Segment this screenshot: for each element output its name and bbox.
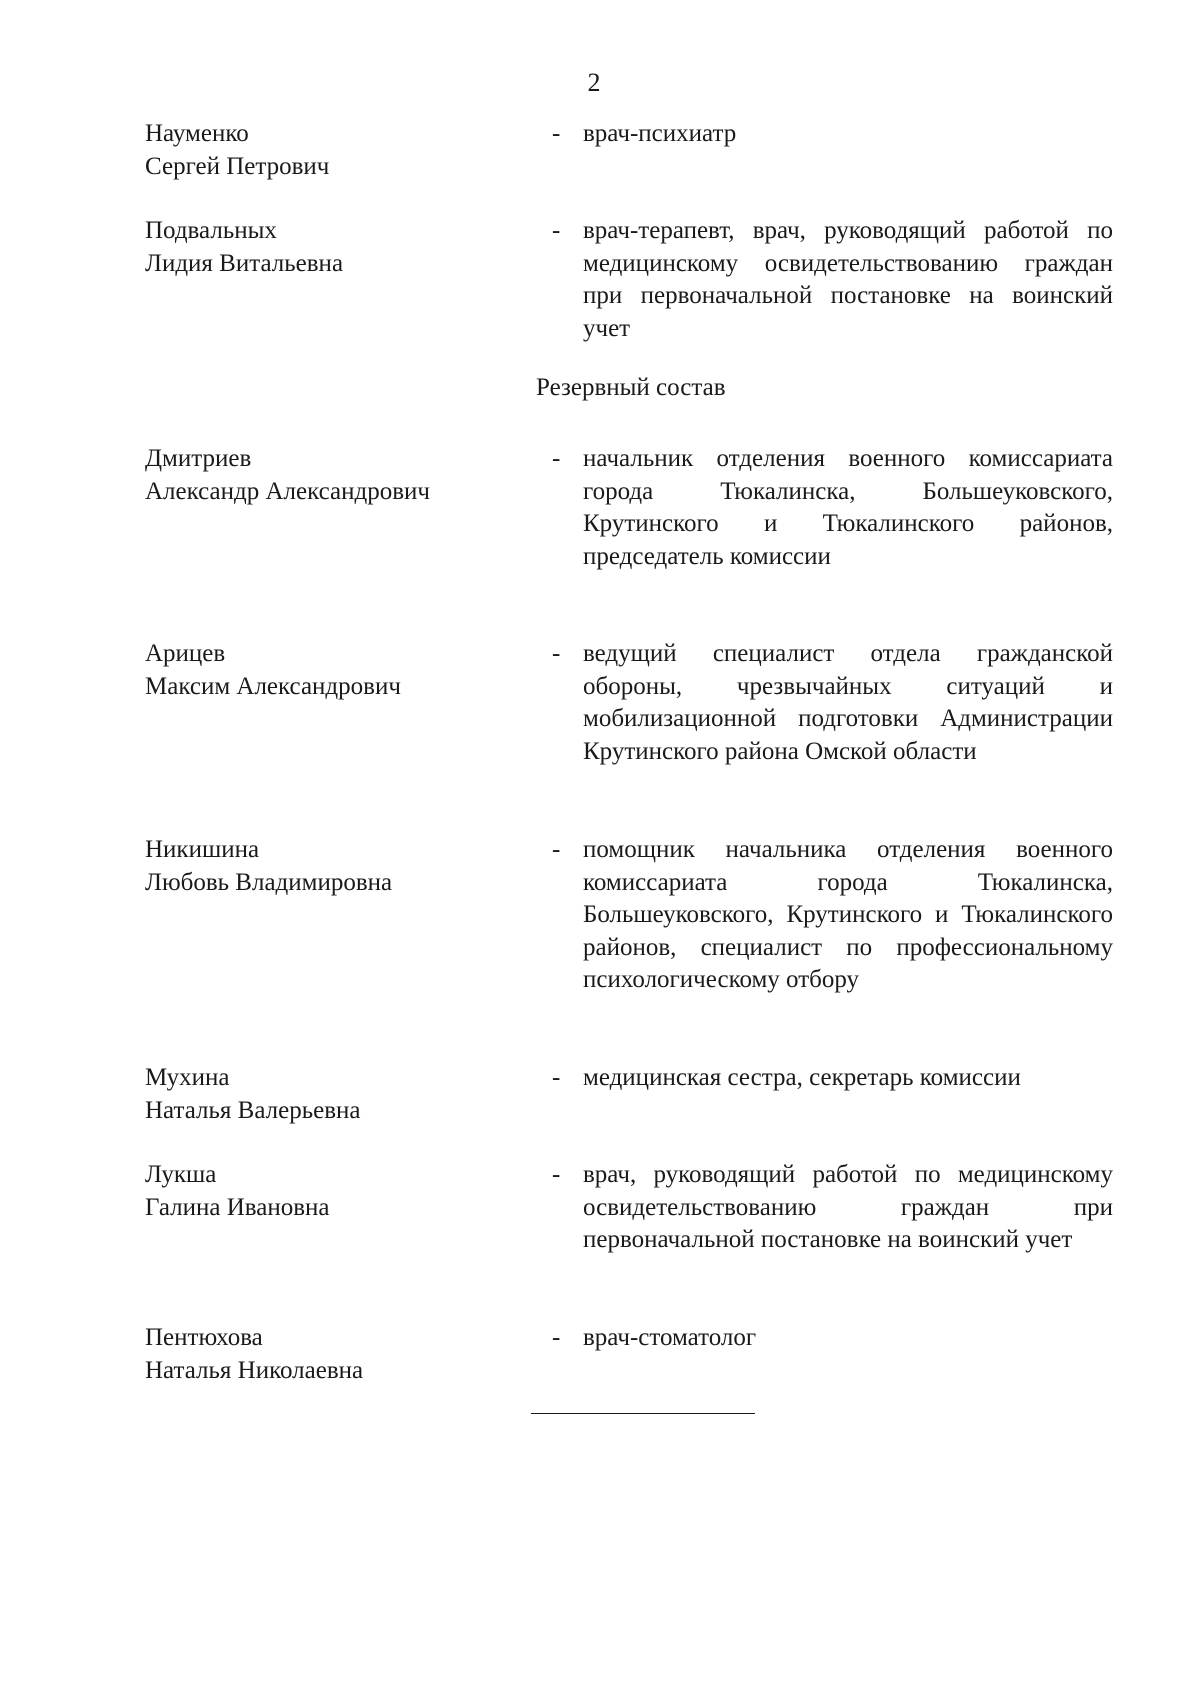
member-name: [145, 443, 505, 508]
member-name: [145, 118, 505, 183]
member-given-names: Галина Ивановна: [145, 1193, 330, 1221]
member-role: ведущий специалист отдела гражданской обороны, чрезвычайных ситуаций и мобилизационной подготовки Администрации Крутинского района Омской области: [583, 640, 1113, 765]
dash: -: [552, 445, 561, 472]
member-name: [145, 215, 505, 280]
member-name: [145, 1322, 505, 1387]
member-name: [145, 1159, 505, 1224]
member-surname: Науменко: [145, 120, 249, 147]
member-surname: Пентюхова: [145, 1324, 263, 1351]
section-title-reserve: Резервный состав: [536, 374, 726, 401]
end-rule-divider: [531, 1413, 755, 1414]
dash: -: [552, 1161, 561, 1188]
member-role: медицинская сестра, секретарь комиссии: [583, 1064, 1021, 1091]
member-given-names: Сергей Петрович: [145, 152, 330, 180]
dash: -: [552, 640, 561, 667]
page-number: 2: [587, 68, 601, 97]
dash: -: [552, 836, 561, 863]
member-surname: Никишина: [145, 836, 260, 863]
member-surname: Подвальных: [145, 217, 277, 244]
member-given-names: Лидия Витальевна: [145, 249, 344, 277]
member-given-names: Максим Александрович: [145, 672, 401, 700]
member-role: врач, руководящий работой по медицинскому освидетельствованию граждан при первоначальной постановке на воинский учет: [583, 1161, 1113, 1253]
member-given-names: Александр Александрович: [145, 477, 430, 505]
dash: -: [552, 217, 561, 244]
member-given-names: Наталья Валерьевна: [145, 1096, 361, 1124]
dash: -: [552, 120, 561, 147]
dash: -: [552, 1064, 561, 1091]
member-role: врач-психиатр: [583, 120, 737, 147]
member-surname: Дмитриев: [145, 445, 252, 472]
member-name: [145, 638, 505, 703]
member-surname: Арицев: [145, 640, 226, 667]
member-given-names: Любовь Владимировна: [145, 868, 393, 896]
member-surname: Мухина: [145, 1064, 230, 1091]
member-role: помощник начальника отделения военного комиссариата города Тюкалинска, Большеуковского, Крутинского и Тюкалинского районов, специалист по профессиональному психологическому отбору: [583, 836, 1113, 993]
member-role: врач-стоматолог: [583, 1324, 757, 1351]
member-role: начальник отделения военного комиссариата города Тюкалинска, Большеуковского, Крутинского и Тюкалинского районов, председатель комиссии: [583, 445, 1113, 570]
member-role: врач-терапевт, врач, руководящий работой по медицинскому освидетельствованию граждан при первоначальной постановке на воинский учет: [583, 217, 1113, 342]
member-surname: Лукша: [145, 1161, 217, 1188]
member-name: [145, 1062, 505, 1127]
member-given-names: Наталья Николаевна: [145, 1356, 364, 1384]
dash: -: [552, 1324, 561, 1351]
member-name: [145, 834, 505, 899]
